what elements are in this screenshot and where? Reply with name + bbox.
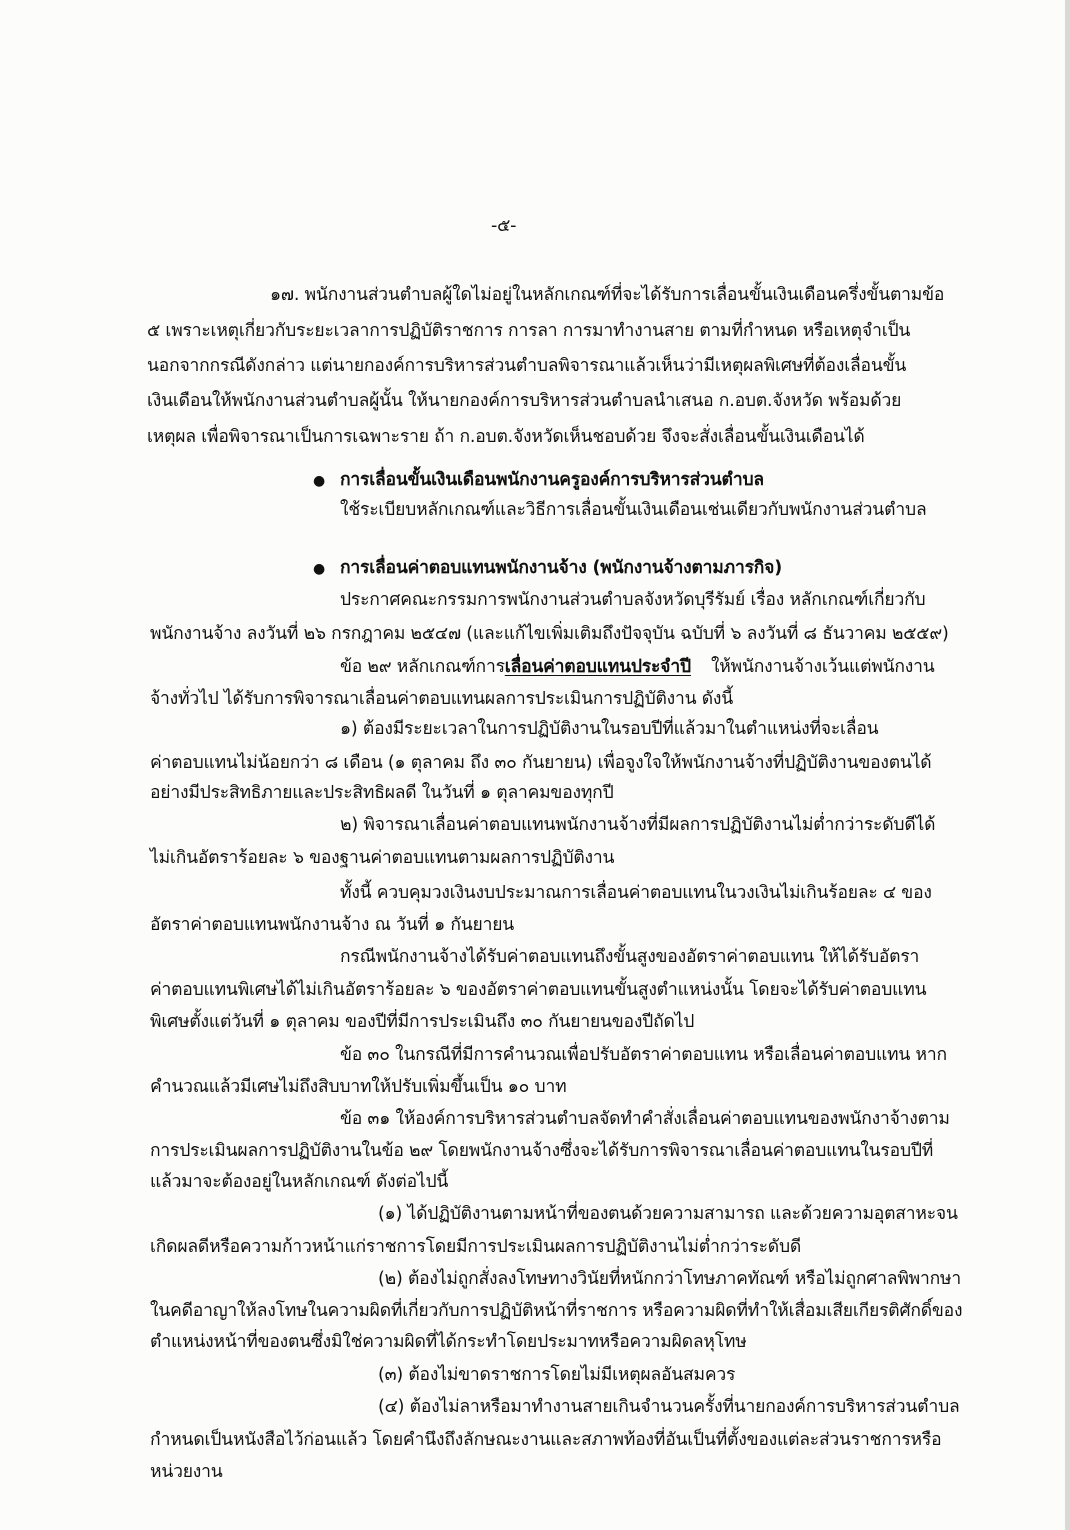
para17-line-3: นอกจากกรณีดังกล่าว แต่นายกองค์การบริหารส่วนตำบลพิจารณาแล้วเห็นว่ามีเหตุผลพิเศษที่ต้องเลื่อนขั้น [147, 356, 907, 376]
bullet-icon: ● [313, 473, 326, 489]
budget-line-2: อัตราค่าตอบแทนพนักงานจ้าง ณ วันที่ ๑ กันยายน [150, 915, 515, 935]
criterion2-line-1: (๒) ต้องไม่ถูกสั่งลงโทษทางวินัยที่หนักกว่าโทษภาคทัณฑ์ หรือไม่ถูกศาลพิพากษา [378, 1269, 961, 1289]
section1-heading: การเลื่อนขั้นเงินเดือนพนักงานครูองค์การบริหารส่วนตำบล [340, 470, 764, 490]
para17-line-1: ๑๗. พนักงานส่วนตำบลผู้ใดไม่อยู่ในหลักเกณฑ์ที่จะได้รับการเลื่อนขั้นเงินเดือนครึ่งขั้นตามข้อ [270, 285, 945, 305]
item1-line-3: อย่างมีประสิทธิภายและประสิทธิผลดี ในวันที่ ๑ ตุลาคมของทุกปี [150, 783, 614, 803]
para17-line-4: เงินเดือนให้พนักงานส่วนตำบลผู้นั้น ให้นายกองค์การบริหารส่วนตำบลนำเสนอ ก.อบต.จังหวัด พร้อมด้วย [147, 391, 902, 411]
announcement-line-1: ประกาศคณะกรรมการพนักงานส่วนตำบลจังหวัดบุรีรัมย์ เรื่อง หลักเกณฑ์เกี่ยวกับ [340, 590, 926, 610]
item2-line-1: ๒) พิจารณาเลื่อนค่าตอบแทนพนักงานจ้างที่มีผลการปฏิบัติงานไม่ต่ำกว่าระดับดีได้ [340, 815, 936, 835]
criterion1-line-1: (๑) ได้ปฏิบัติงานตามหน้าที่ของตนด้วยความสามารถ และด้วยความอุตสาหะจน [378, 1204, 958, 1224]
article-30-line-1: ข้อ ๓๐ ในกรณีที่มีการคำนวณเพื่อปรับอัตราค่าตอบแทน หรือเลื่อนค่าตอบแทน หาก [340, 1045, 947, 1065]
para17-line-2: ๕ เพราะเหตุเกี่ยวกับระยะเวลาการปฏิบัติราชการ การลา การมาทำงานสาย ตามที่กำหนด หรือเหตุจำเป็น [147, 321, 911, 341]
article-31-line-3: แล้วมาจะต้องอยู่ในหลักเกณฑ์ ดังต่อไปนี้ [150, 1172, 449, 1192]
article-29-line-1 [340, 654, 935, 680]
page-edge-shadow [1065, 0, 1070, 1530]
article-29-line-2: จ้างทั่วไป ได้รับการพิจารณาเลื่อนค่าตอบแทนผลการประเมินการปฏิบัติงาน ดังนี้ [150, 689, 734, 709]
bullet-icon: ● [313, 561, 326, 577]
section1-text: ใช้ระเบียบหลักเกณฑ์และวิธีการเลื่อนขั้นเงินเดือนเช่นเดียวกับพนักงานส่วนตำบล [340, 500, 927, 520]
item1-line-2: ค่าตอบแทนไม่น้อยกว่า ๘ เดือน (๑ ตุลาคม ถึง ๓๐ กันยายน) เพื่อจูงใจให้พนักงานจ้างที่ปฏิบัติงานของตนได้ [150, 753, 932, 773]
page-number: -๕- [491, 216, 517, 236]
criterion4-line-1: (๔) ต้องไม่ลาหรือมาทำงานสายเกินจำนวนครั้งที่นายกองค์การบริหารส่วนตำบล [378, 1397, 960, 1417]
article-29-suffix: ให้พนักงานจ้างเว้นแต่พนักงาน [710, 657, 935, 677]
article-31-line-1: ข้อ ๓๑ ให้องค์การบริหารส่วนตำบลจัดทำคำสั่งเลื่อนค่าตอบแทนของพนักงาจ้างตาม [340, 1109, 950, 1129]
section2-heading: การเลื่อนค่าตอบแทนพนักงานจ้าง (พนักงานจ้างตามภารกิจ) [340, 558, 783, 578]
para17-line-5: เหตุผล เพื่อพิจารณาเป็นการเฉพาะราย ถ้า ก.อบต.จังหวัดเห็นชอบด้วย จึงจะสั่งเลื่อนขั้นเงินเดือนได้ [147, 427, 865, 447]
article-30-line-2: คำนวณแล้วมีเศษไม่ถึงสิบบาทให้ปรับเพิ่มขึ้นเป็น ๑๐ บาท [150, 1077, 567, 1097]
announcement-line-2: พนักงานจ้าง ลงวันที่ ๒๖ กรกฎาคม ๒๕๔๗ (และแก้ไขเพิ่มเติมถึงปัจจุบัน ฉบับที่ ๖ ลงวันที่ ๘ ธันวาคม ๒๕๕๙) [150, 624, 949, 644]
criterion2-line-3: ตำแหน่งหน้าที่ของตนซึ่งมิใช่ความผิดที่ได้กระทำโดยประมาทหรือความผิดลหุโทษ [150, 1332, 747, 1352]
criterion2-line-2: ในคดีอาญาให้ลงโทษในความผิดที่เกี่ยวกับการปฏิบัติหน้าที่ราชการ หรือความผิดที่ทำให้เสื่อมเสียเกียรติศักดิ์ของ [150, 1301, 963, 1321]
ceiling-line-3: พิเศษตั้งแต่วันที่ ๑ ตุลาคม ของปีที่มีการประเมินถึง ๓๐ กันยายนของปีถัดไป [150, 1012, 695, 1032]
criterion4-line-2: กำหนดเป็นหนังสือไว้ก่อนแล้ว โดยคำนึงถึงลักษณะงานและสภาพท้องที่อันเป็นที่ตั้งของแต่ละส่วนราชการหรือ [150, 1430, 942, 1450]
budget-line-1: ทั้งนี้ ควบคุมวงเงินงบประมาณการเลื่อนค่าตอบแทนในวงเงินไม่เกินร้อยละ ๔ ของ [340, 883, 932, 903]
item1-line-1: ๑) ต้องมีระยะเวลาในการปฏิบัติงานในรอบปีที่แล้วมาในตำแหน่งที่จะเลื่อน [340, 719, 879, 739]
ceiling-line-1: กรณีพนักงานจ้างได้รับค่าตอบแทนถึงขั้นสูงของอัตราค่าตอบแทน ให้ได้รับอัตรา [340, 947, 920, 967]
article-29-underlined: เลื่อนค่าตอบแทนประจำปี [504, 657, 691, 677]
criterion1-line-2: เกิดผลดีหรือความก้าวหน้าแก่ราชการโดยมีการประเมินผลการปฏิบัติงานไม่ต่ำกว่าระดับดี [150, 1237, 802, 1257]
criterion4-line-3: หน่วยงาน [150, 1462, 223, 1482]
ceiling-line-2: ค่าตอบแทนพิเศษได้ไม่เกินอัตราร้อยละ ๖ ของอัตราค่าตอบแทนขั้นสูงตำแหน่งนั้น โดยจะได้รับค่าตอบแทน [150, 980, 927, 1000]
item2-line-2: ไม่เกินอัตราร้อยละ ๖ ของฐานค่าตอบแทนตามผลการปฏิบัติงาน [150, 848, 615, 868]
article-29-prefix: ข้อ ๒๙ หลักเกณฑ์การ [340, 657, 505, 677]
article-31-line-2: การประเมินผลการปฏิบัติงานในข้อ ๒๙ โดยพนักงานจ้างซึ่งจะได้รับการพิจารณาเลื่อนค่าตอบแทนในรอบปีที่ [150, 1141, 934, 1161]
criterion3: (๓) ต้องไม่ขาดราชการโดยไม่มีเหตุผลอันสมควร [378, 1365, 736, 1385]
